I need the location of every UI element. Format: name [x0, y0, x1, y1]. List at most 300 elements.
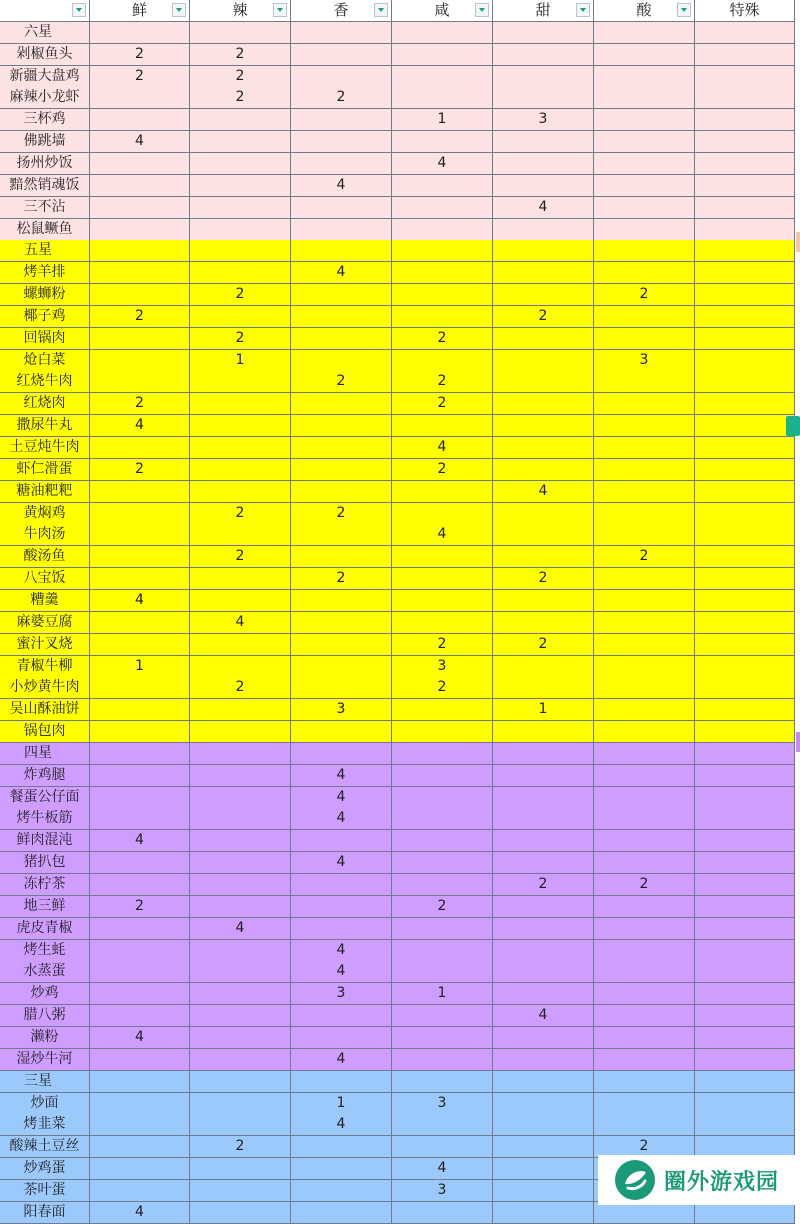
dish-name-cell[interactable]: 新疆大盘鸡 [0, 66, 90, 88]
value-cell[interactable]: 4 [90, 1027, 190, 1049]
value-cell[interactable] [90, 1005, 190, 1027]
value-cell[interactable]: 2 [493, 568, 594, 590]
value-cell[interactable] [493, 590, 594, 612]
table-cell[interactable] [695, 743, 795, 765]
value-cell[interactable] [695, 284, 795, 306]
value-cell[interactable] [695, 44, 795, 66]
value-cell[interactable] [190, 896, 291, 918]
value-cell[interactable]: 2 [594, 874, 695, 896]
value-cell[interactable]: 4 [291, 787, 392, 809]
value-cell[interactable]: 4 [291, 808, 392, 830]
value-cell[interactable] [90, 983, 190, 1005]
value-cell[interactable]: 2 [190, 284, 291, 306]
value-cell[interactable] [190, 1202, 291, 1224]
dish-name-cell[interactable]: 三杯鸡 [0, 109, 90, 131]
value-cell[interactable] [291, 44, 392, 66]
value-cell[interactable] [90, 808, 190, 830]
value-cell[interactable]: 2 [190, 328, 291, 350]
section-title[interactable]: 三星 [0, 1071, 90, 1093]
dish-name-cell[interactable]: 土豆炖牛肉 [0, 437, 90, 459]
table-cell[interactable] [695, 240, 795, 262]
value-cell[interactable] [594, 1049, 695, 1071]
value-cell[interactable] [392, 87, 493, 109]
dish-name-cell[interactable]: 八宝饭 [0, 568, 90, 590]
value-cell[interactable]: 4 [392, 1158, 493, 1180]
value-cell[interactable] [392, 415, 493, 437]
value-cell[interactable] [695, 677, 795, 699]
value-cell[interactable] [594, 109, 695, 131]
dish-name-cell[interactable]: 炒鸡蛋 [0, 1158, 90, 1180]
value-cell[interactable] [695, 612, 795, 634]
filter-dropdown-icon[interactable] [677, 3, 691, 17]
value-cell[interactable]: 3 [392, 1093, 493, 1115]
value-cell[interactable] [594, 699, 695, 721]
dish-name-cell[interactable]: 剁椒鱼头 [0, 44, 90, 66]
value-cell[interactable] [190, 568, 291, 590]
value-cell[interactable] [392, 808, 493, 830]
value-cell[interactable] [493, 371, 594, 393]
value-cell[interactable]: 4 [493, 481, 594, 503]
value-cell[interactable] [493, 1136, 594, 1158]
value-cell[interactable] [493, 393, 594, 415]
value-cell[interactable]: 4 [90, 415, 190, 437]
value-cell[interactable] [190, 153, 291, 175]
value-cell[interactable] [90, 1180, 190, 1202]
value-cell[interactable]: 2 [493, 634, 594, 656]
value-cell[interactable] [695, 175, 795, 197]
dish-name-cell[interactable]: 蜜汁叉烧 [0, 634, 90, 656]
dish-name-cell[interactable]: 小炒黄牛肉 [0, 677, 90, 699]
value-cell[interactable]: 1 [493, 699, 594, 721]
table-cell[interactable] [392, 743, 493, 765]
value-cell[interactable] [392, 568, 493, 590]
value-cell[interactable] [90, 524, 190, 546]
value-cell[interactable] [90, 437, 190, 459]
value-cell[interactable] [695, 699, 795, 721]
value-cell[interactable] [493, 459, 594, 481]
dish-name-cell[interactable]: 冻柠茶 [0, 874, 90, 896]
dish-name-cell[interactable]: 虾仁滑蛋 [0, 459, 90, 481]
table-cell[interactable] [291, 743, 392, 765]
value-cell[interactable] [291, 109, 392, 131]
value-cell[interactable] [493, 896, 594, 918]
value-cell[interactable] [493, 918, 594, 940]
value-cell[interactable] [190, 131, 291, 153]
value-cell[interactable] [695, 918, 795, 940]
value-cell[interactable] [594, 87, 695, 109]
value-cell[interactable] [594, 787, 695, 809]
value-cell[interactable] [392, 219, 493, 241]
value-cell[interactable] [695, 1049, 795, 1071]
value-cell[interactable] [493, 961, 594, 983]
value-cell[interactable] [392, 546, 493, 568]
dish-name-cell[interactable]: 扬州炒饭 [0, 153, 90, 175]
value-cell[interactable]: 2 [291, 568, 392, 590]
value-cell[interactable] [190, 808, 291, 830]
table-cell[interactable] [190, 1071, 291, 1093]
value-cell[interactable] [90, 918, 190, 940]
value-cell[interactable] [695, 371, 795, 393]
value-cell[interactable] [695, 1093, 795, 1115]
table-cell[interactable] [392, 1071, 493, 1093]
value-cell[interactable] [695, 830, 795, 852]
value-cell[interactable] [493, 808, 594, 830]
value-cell[interactable] [493, 830, 594, 852]
value-cell[interactable]: 2 [493, 874, 594, 896]
value-cell[interactable] [90, 961, 190, 983]
value-cell[interactable] [90, 371, 190, 393]
value-cell[interactable] [392, 765, 493, 787]
value-cell[interactable] [493, 350, 594, 372]
value-cell[interactable] [594, 66, 695, 88]
section-title[interactable]: 五星 [0, 240, 90, 262]
table-cell[interactable] [291, 240, 392, 262]
filter-dropdown-icon[interactable] [475, 3, 489, 17]
value-cell[interactable] [90, 1093, 190, 1115]
value-cell[interactable] [695, 262, 795, 284]
value-cell[interactable] [594, 197, 695, 219]
value-cell[interactable] [190, 219, 291, 241]
value-cell[interactable] [695, 1027, 795, 1049]
value-cell[interactable] [291, 197, 392, 219]
value-cell[interactable]: 3 [291, 983, 392, 1005]
table-cell[interactable] [594, 743, 695, 765]
value-cell[interactable] [392, 612, 493, 634]
value-cell[interactable] [695, 940, 795, 962]
dish-name-cell[interactable]: 濑粉 [0, 1027, 90, 1049]
value-cell[interactable] [695, 1005, 795, 1027]
value-cell[interactable] [594, 721, 695, 743]
value-cell[interactable]: 2 [90, 896, 190, 918]
value-cell[interactable] [594, 765, 695, 787]
value-cell[interactable] [695, 481, 795, 503]
dish-name-cell[interactable]: 牛肉汤 [0, 524, 90, 546]
value-cell[interactable] [594, 896, 695, 918]
value-cell[interactable] [594, 437, 695, 459]
value-cell[interactable] [695, 1114, 795, 1136]
value-cell[interactable]: 2 [90, 459, 190, 481]
value-cell[interactable] [392, 175, 493, 197]
value-cell[interactable] [493, 983, 594, 1005]
value-cell[interactable] [493, 940, 594, 962]
value-cell[interactable]: 4 [291, 1049, 392, 1071]
value-cell[interactable] [392, 262, 493, 284]
table-cell[interactable] [190, 22, 291, 44]
value-cell[interactable]: 4 [291, 961, 392, 983]
dish-name-cell[interactable]: 腊八粥 [0, 1005, 90, 1027]
value-cell[interactable] [594, 808, 695, 830]
value-cell[interactable] [190, 524, 291, 546]
value-cell[interactable] [695, 219, 795, 241]
value-cell[interactable]: 4 [291, 175, 392, 197]
value-cell[interactable] [594, 918, 695, 940]
value-cell[interactable]: 4 [392, 437, 493, 459]
dish-name-cell[interactable]: 糖油粑粑 [0, 481, 90, 503]
value-cell[interactable]: 3 [392, 656, 493, 678]
value-cell[interactable]: 2 [90, 66, 190, 88]
value-cell[interactable] [695, 852, 795, 874]
table-cell[interactable] [695, 22, 795, 44]
value-cell[interactable] [190, 721, 291, 743]
value-cell[interactable]: 3 [594, 350, 695, 372]
value-cell[interactable] [291, 590, 392, 612]
value-cell[interactable]: 2 [594, 284, 695, 306]
value-cell[interactable] [594, 131, 695, 153]
value-cell[interactable] [392, 721, 493, 743]
dish-name-cell[interactable]: 三不沾 [0, 197, 90, 219]
value-cell[interactable] [392, 306, 493, 328]
value-cell[interactable] [90, 874, 190, 896]
value-cell[interactable] [190, 830, 291, 852]
value-cell[interactable] [392, 1005, 493, 1027]
value-cell[interactable] [392, 1027, 493, 1049]
value-cell[interactable] [190, 656, 291, 678]
table-cell[interactable] [291, 22, 392, 44]
value-cell[interactable]: 2 [594, 1136, 695, 1158]
value-cell[interactable] [594, 306, 695, 328]
value-cell[interactable]: 2 [392, 677, 493, 699]
table-cell[interactable] [594, 240, 695, 262]
value-cell[interactable] [493, 612, 594, 634]
value-cell[interactable] [190, 109, 291, 131]
value-cell[interactable] [594, 1093, 695, 1115]
value-cell[interactable] [190, 459, 291, 481]
value-cell[interactable]: 1 [392, 983, 493, 1005]
value-cell[interactable] [493, 328, 594, 350]
value-cell[interactable]: 4 [90, 1202, 190, 1224]
value-cell[interactable] [90, 87, 190, 109]
value-cell[interactable] [594, 393, 695, 415]
value-cell[interactable] [594, 656, 695, 678]
dish-name-cell[interactable]: 炒鸡 [0, 983, 90, 1005]
value-cell[interactable] [291, 131, 392, 153]
value-cell[interactable] [594, 1202, 695, 1224]
value-cell[interactable] [594, 262, 695, 284]
table-cell[interactable] [493, 22, 594, 44]
value-cell[interactable] [190, 590, 291, 612]
value-cell[interactable] [190, 765, 291, 787]
value-cell[interactable] [493, 153, 594, 175]
value-cell[interactable] [695, 328, 795, 350]
value-cell[interactable] [291, 918, 392, 940]
dish-name-cell[interactable]: 湿炒牛河 [0, 1049, 90, 1071]
value-cell[interactable] [493, 284, 594, 306]
dish-name-cell[interactable]: 炸鸡腿 [0, 765, 90, 787]
value-cell[interactable] [493, 437, 594, 459]
value-cell[interactable] [493, 262, 594, 284]
dish-name-cell[interactable]: 红烧肉 [0, 393, 90, 415]
dish-name-cell[interactable]: 烤韭菜 [0, 1114, 90, 1136]
value-cell[interactable] [190, 306, 291, 328]
value-cell[interactable]: 4 [392, 153, 493, 175]
dish-name-cell[interactable]: 黯然销魂饭 [0, 175, 90, 197]
value-cell[interactable] [493, 1202, 594, 1224]
value-cell[interactable] [493, 44, 594, 66]
value-cell[interactable] [695, 459, 795, 481]
value-cell[interactable] [90, 721, 190, 743]
value-cell[interactable] [392, 1202, 493, 1224]
value-cell[interactable] [190, 262, 291, 284]
value-cell[interactable] [695, 787, 795, 809]
value-cell[interactable] [90, 546, 190, 568]
value-cell[interactable]: 2 [392, 393, 493, 415]
value-cell[interactable] [190, 634, 291, 656]
value-cell[interactable] [695, 131, 795, 153]
value-cell[interactable] [291, 459, 392, 481]
value-cell[interactable] [493, 503, 594, 525]
filter-dropdown-icon[interactable] [72, 3, 86, 17]
value-cell[interactable] [695, 393, 795, 415]
value-cell[interactable]: 2 [190, 87, 291, 109]
value-cell[interactable]: 2 [90, 44, 190, 66]
scroll-handle[interactable] [786, 416, 800, 436]
value-cell[interactable] [190, 437, 291, 459]
value-cell[interactable] [695, 874, 795, 896]
value-cell[interactable] [190, 1180, 291, 1202]
value-cell[interactable] [392, 1136, 493, 1158]
value-cell[interactable] [392, 852, 493, 874]
value-cell[interactable] [190, 393, 291, 415]
value-cell[interactable] [291, 612, 392, 634]
value-cell[interactable]: 4 [291, 940, 392, 962]
value-cell[interactable] [291, 677, 392, 699]
value-cell[interactable] [291, 1180, 392, 1202]
value-cell[interactable] [594, 44, 695, 66]
value-cell[interactable] [190, 699, 291, 721]
value-cell[interactable] [594, 1114, 695, 1136]
value-cell[interactable] [493, 1158, 594, 1180]
value-cell[interactable] [291, 721, 392, 743]
value-cell[interactable] [493, 721, 594, 743]
value-cell[interactable] [90, 634, 190, 656]
value-cell[interactable] [594, 415, 695, 437]
dish-name-cell[interactable]: 吴山酥油饼 [0, 699, 90, 721]
value-cell[interactable] [493, 546, 594, 568]
value-cell[interactable] [190, 874, 291, 896]
value-cell[interactable] [695, 66, 795, 88]
dish-name-cell[interactable]: 水蒸蛋 [0, 961, 90, 983]
value-cell[interactable] [291, 350, 392, 372]
value-cell[interactable] [392, 1114, 493, 1136]
value-cell[interactable] [392, 940, 493, 962]
value-cell[interactable] [594, 459, 695, 481]
dish-name-cell[interactable]: 茶叶蛋 [0, 1180, 90, 1202]
value-cell[interactable] [392, 503, 493, 525]
value-cell[interactable] [291, 830, 392, 852]
value-cell[interactable] [392, 481, 493, 503]
value-cell[interactable]: 4 [392, 524, 493, 546]
value-cell[interactable] [493, 787, 594, 809]
dish-name-cell[interactable]: 糟羹 [0, 590, 90, 612]
value-cell[interactable] [594, 677, 695, 699]
value-cell[interactable] [493, 1049, 594, 1071]
dish-name-cell[interactable]: 酸辣土豆丝 [0, 1136, 90, 1158]
dish-name-cell[interactable]: 红烧牛肉 [0, 371, 90, 393]
value-cell[interactable] [695, 1202, 795, 1224]
value-cell[interactable] [392, 590, 493, 612]
value-cell[interactable] [493, 1093, 594, 1115]
dish-name-cell[interactable]: 烤牛板筋 [0, 808, 90, 830]
value-cell[interactable] [493, 175, 594, 197]
value-cell[interactable] [695, 437, 795, 459]
value-cell[interactable]: 2 [493, 306, 594, 328]
value-cell[interactable]: 2 [291, 503, 392, 525]
filter-dropdown-icon[interactable] [576, 3, 590, 17]
value-cell[interactable] [695, 306, 795, 328]
value-cell[interactable] [493, 131, 594, 153]
value-cell[interactable]: 2 [594, 546, 695, 568]
value-cell[interactable] [493, 765, 594, 787]
table-cell[interactable] [90, 22, 190, 44]
value-cell[interactable] [695, 961, 795, 983]
value-cell[interactable] [291, 874, 392, 896]
value-cell[interactable]: 4 [291, 765, 392, 787]
table-cell[interactable] [493, 1071, 594, 1093]
dish-name-cell[interactable]: 虎皮青椒 [0, 918, 90, 940]
value-cell[interactable] [493, 66, 594, 88]
value-cell[interactable] [695, 721, 795, 743]
value-cell[interactable] [90, 153, 190, 175]
dish-name-cell[interactable]: 松鼠鳜鱼 [0, 219, 90, 241]
dish-name-cell[interactable]: 麻婆豆腐 [0, 612, 90, 634]
value-cell[interactable] [392, 1049, 493, 1071]
value-cell[interactable] [90, 568, 190, 590]
value-cell[interactable] [291, 1136, 392, 1158]
value-cell[interactable] [90, 940, 190, 962]
table-cell[interactable] [493, 240, 594, 262]
value-cell[interactable] [291, 896, 392, 918]
value-cell[interactable]: 4 [291, 852, 392, 874]
dish-name-cell[interactable]: 麻辣小龙虾 [0, 87, 90, 109]
value-cell[interactable] [392, 44, 493, 66]
value-cell[interactable] [695, 350, 795, 372]
table-cell[interactable] [392, 22, 493, 44]
value-cell[interactable] [190, 1005, 291, 1027]
value-cell[interactable] [594, 590, 695, 612]
dish-name-cell[interactable]: 佛跳墙 [0, 131, 90, 153]
table-cell[interactable] [695, 1071, 795, 1093]
value-cell[interactable] [392, 197, 493, 219]
table-cell[interactable] [190, 743, 291, 765]
value-cell[interactable] [594, 852, 695, 874]
value-cell[interactable]: 1 [90, 656, 190, 678]
value-cell[interactable]: 4 [493, 197, 594, 219]
value-cell[interactable] [594, 634, 695, 656]
value-cell[interactable] [90, 109, 190, 131]
dish-name-cell[interactable]: 炒面 [0, 1093, 90, 1115]
value-cell[interactable] [695, 634, 795, 656]
dish-name-cell[interactable]: 地三鲜 [0, 896, 90, 918]
value-cell[interactable] [291, 393, 392, 415]
value-cell[interactable]: 1 [392, 109, 493, 131]
value-cell[interactable] [291, 634, 392, 656]
value-cell[interactable] [190, 197, 291, 219]
value-cell[interactable]: 3 [392, 1180, 493, 1202]
filter-dropdown-icon[interactable] [273, 3, 287, 17]
value-cell[interactable] [90, 219, 190, 241]
value-cell[interactable] [90, 1136, 190, 1158]
value-cell[interactable] [493, 87, 594, 109]
table-cell[interactable] [493, 743, 594, 765]
dish-name-cell[interactable]: 黄焖鸡 [0, 503, 90, 525]
value-cell[interactable] [90, 175, 190, 197]
table-cell[interactable] [90, 240, 190, 262]
value-cell[interactable] [392, 699, 493, 721]
value-cell[interactable] [594, 328, 695, 350]
value-cell[interactable] [493, 524, 594, 546]
value-cell[interactable] [291, 546, 392, 568]
value-cell[interactable] [90, 1049, 190, 1071]
